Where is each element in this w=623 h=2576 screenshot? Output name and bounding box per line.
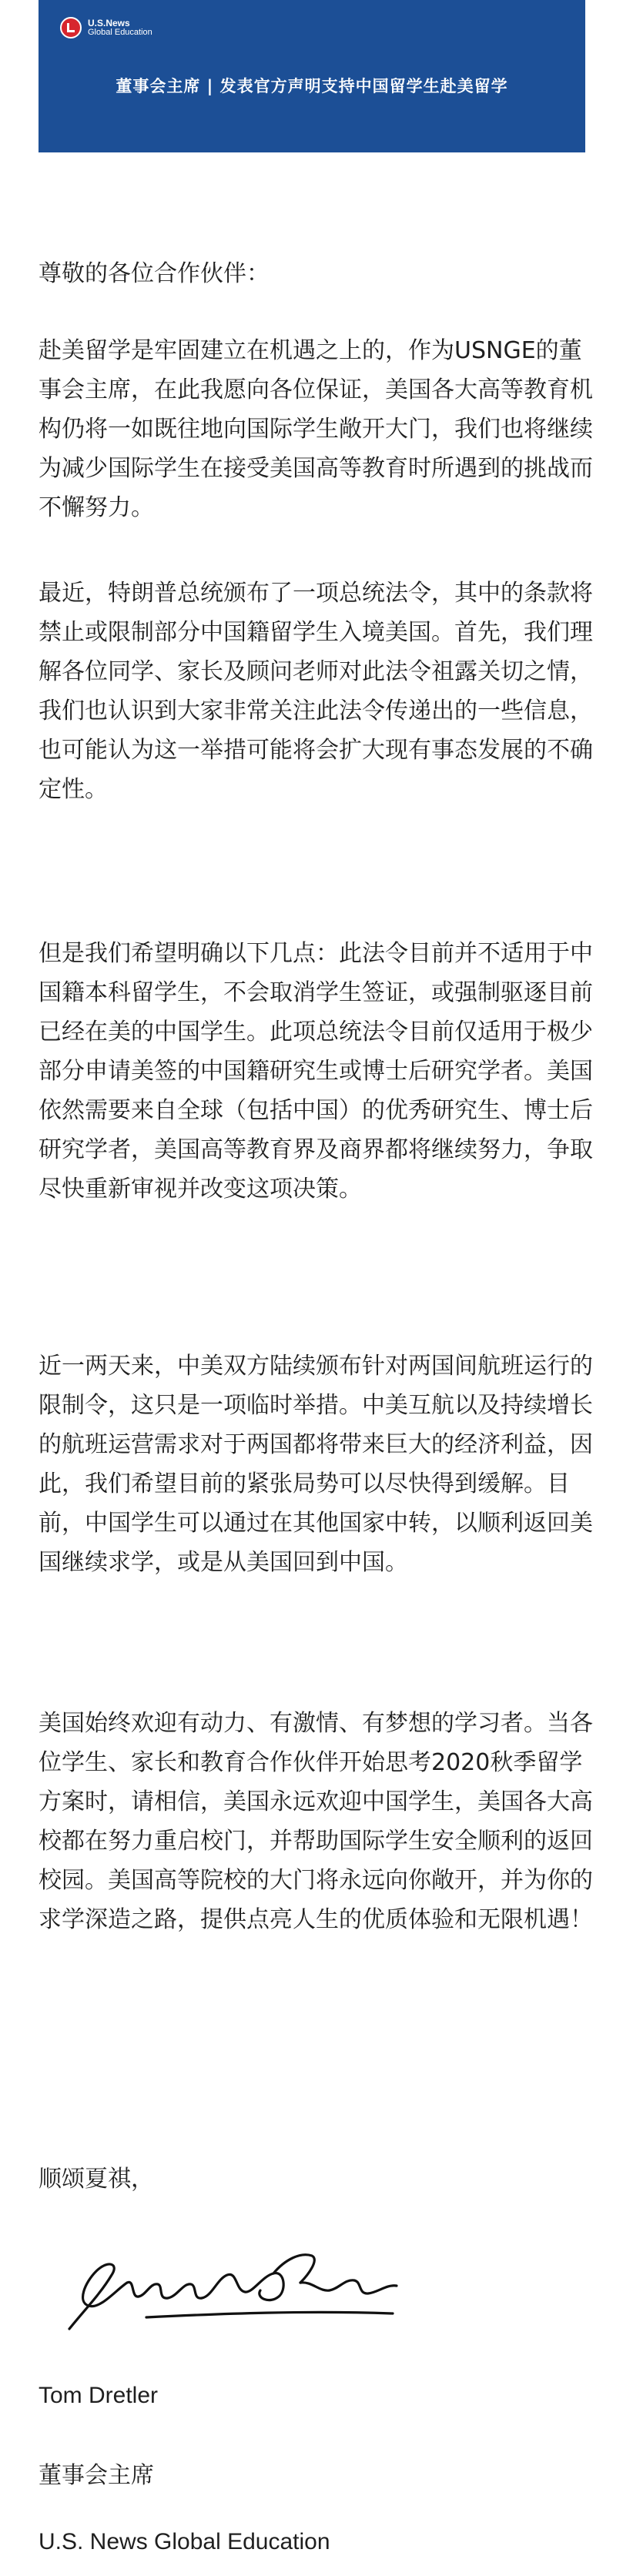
signer-name: Tom Dretler — [39, 2383, 159, 2408]
header-banner — [39, 0, 585, 152]
logo-line2: Global Education — [88, 28, 152, 37]
logo-line1: U.S.News — [88, 18, 130, 28]
logo-wordmark — [88, 18, 152, 37]
usnews-logo-icon — [60, 17, 82, 38]
banner-title: 董事会主席 | 发表官方声明支持中国留学生赴美留学 — [116, 77, 508, 95]
signer-title: 董事会主席 — [39, 2463, 154, 2488]
paragraph-1: 赴美留学是牢固建立在机遇之上的，作为USNGE的董事会主席，在此我愿向各位保证，美国各大高等教育机构仍将一如既往地向国际学生敞开大门，我们也将继续为减少国际学生在接受美国高等教育时所遇到的挑战而不懈努力。 — [39, 337, 593, 521]
paragraph-2: 最近，特朗普总统颁布了一项总统法令，其中的条款将禁止或限制部分中国籍留学生入境美国。首先，我们理解各位同学、家长及顾问老师对此法令祖露关切之情，我们也认识到大家非常关注此法令传递出的一些信息，也可能认为这一举措可能将会扩大现有事态发展的不确定性。 — [39, 580, 593, 803]
closing-line: 顺颂夏祺， — [39, 2166, 154, 2193]
paragraph-5: 美国始终欢迎有动力、有激情、有梦想的学习者。当各位学生、家长和教育合作伙伴开始思考2020秋季留学方案时，请相信，美国永远欢迎中国学生，美国各大高校都在努力重启校门，并帮助国际学生安全顺利的返回校园。美国高等院校的大门将永远向你敞开，并为你的求学深造之路，提供点亮人生的优质体验和无限机遇！ — [39, 1710, 593, 1933]
usnews-logo — [60, 17, 152, 38]
organization-name: U.S. News Global Education — [39, 2529, 330, 2554]
paragraph-4: 近一两天来，中美双方陆续颁布针对两国间航班运行的限制令，这只是一项临时举措。中美互航以及持续增长的航班运营需求对于两国都将带来巨大的经济利益，因此，我们希望目前的紧张局势可以尽快得到缓解。目前，中国学生可以通过在其他国家中转，以顺利返回美国继续求学，或是从美国回到中国。 — [39, 1353, 593, 1576]
handwritten-signature — [54, 2236, 416, 2344]
paragraph-3: 但是我们希望明确以下几点：此法令目前并不适用于中国籍本科留学生，不会取消学生签证，或强制驱逐目前已经在美的中国学生。此项总统法令目前仅适用于极少部分申请美签的中国籍研究生或博士后研究学者。美国依然需要来自全球（包括中国）的优秀研究生、博士后研究学者，美国高等教育界及商界都将继续努力，争取尽快重新审视并改变这项决策。 — [39, 940, 593, 1203]
greeting: 尊敬的各位合作伙伴： — [39, 260, 270, 287]
